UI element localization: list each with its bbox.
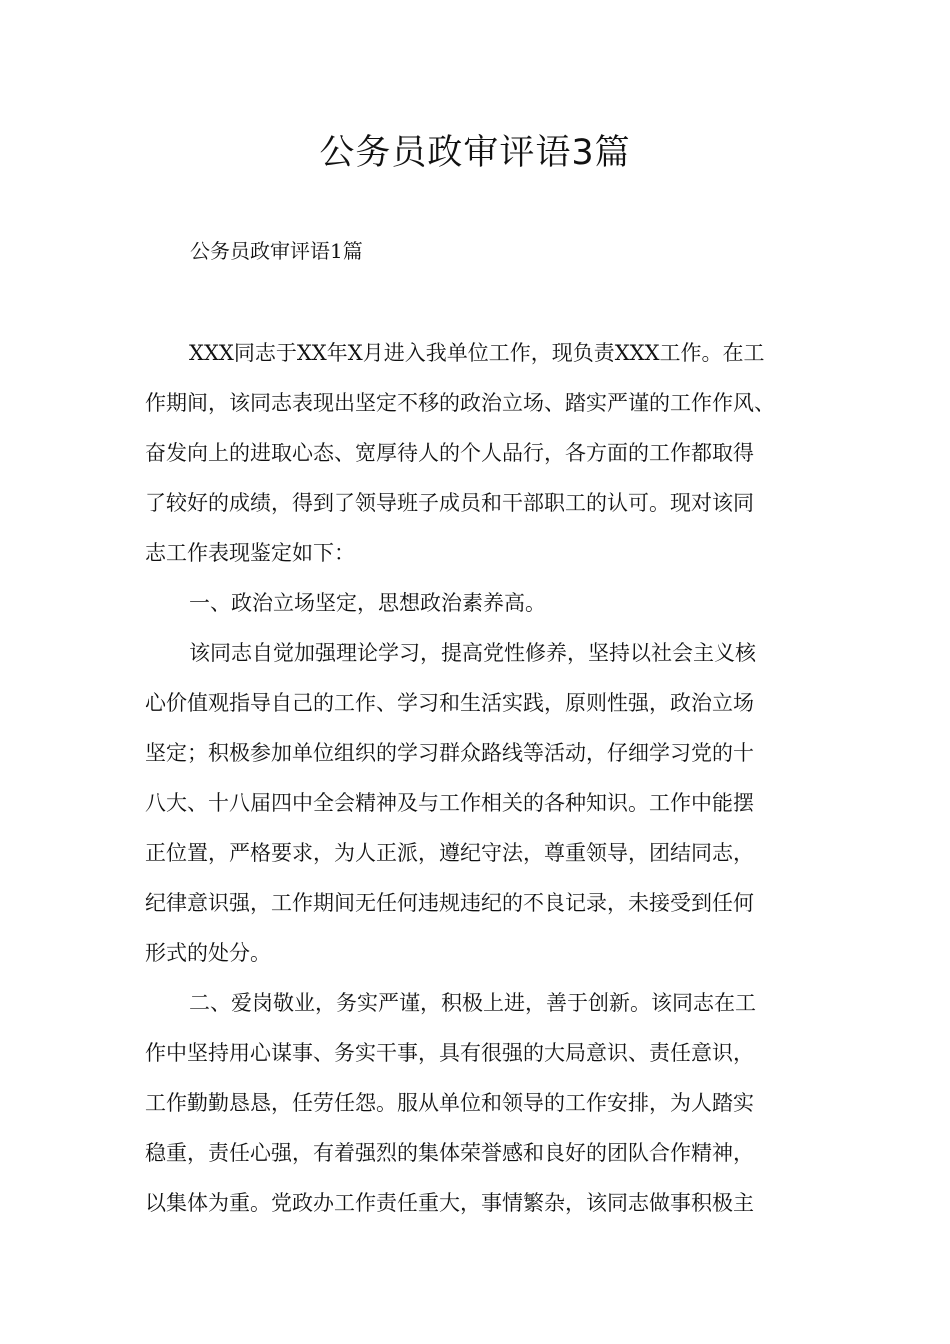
document-body <box>145 334 810 1234</box>
body-text-line: 正位置，严格要求，为人正派，遵纪守法，尊重领导，团结同志， <box>145 841 754 865</box>
body-text-line: 心价值观指导自己的工作、学习和生活实践，原则性强，政治立场 <box>145 691 754 715</box>
body-text-line: 志工作表现鉴定如下： <box>145 541 355 565</box>
body-text-line: 坚定；积极参加单位组织的学习群众路线等活动，仔细学习党的十 <box>145 741 754 765</box>
body-text-line: 了较好的成绩，得到了领导班子成员和干部职工的认可。现对该同 <box>145 491 754 515</box>
body-text-line: 以集体为重。党政办工作责任重大，事情繁杂，该同志做事积极主 <box>145 1191 754 1215</box>
body-text-line: 奋发向上的进取心态、宽厚待人的个人品行，各方面的工作都取得 <box>145 441 754 465</box>
document-title: 公务员政审评语3篇 <box>319 133 631 173</box>
body-text-line: 该同志自觉加强理论学习，提高党性修养，坚持以社会主义核 <box>189 641 756 665</box>
body-text-line: XXX同志于XX年X月进入我单位工作，现负责XXX工作。在工 <box>189 341 765 365</box>
body-text-line: 作期间，该同志表现出坚定不移的政治立场、踏实严谨的工作作风、 <box>145 391 775 415</box>
body-text-line: 稳重，责任心强，有着强烈的集体荣誉感和良好的团队合作精神， <box>145 1141 754 1165</box>
body-text-line: 纪律意识强，工作期间无任何违规违纪的不良记录，未接受到任何 <box>145 891 754 915</box>
body-text-line: 二、爱岗敬业，务实严谨，积极上进，善于创新。该同志在工 <box>189 991 756 1015</box>
body-text-line: 工作勤勤恳恳，任劳任怨。服从单位和领导的工作安排，为人踏实 <box>145 1091 754 1115</box>
body-text-line: 一、政治立场坚定，思想政治素养高。 <box>189 591 546 615</box>
body-text-line: 八大、十八届四中全会精神及与工作相关的各种知识。工作中能摆 <box>145 791 754 815</box>
body-text-line: 形式的处分。 <box>145 941 271 965</box>
section-subtitle: 公务员政审评语1篇 <box>190 239 363 263</box>
body-text-line: 作中坚持用心谋事、务实干事，具有很强的大局意识、责任意识， <box>145 1041 754 1065</box>
